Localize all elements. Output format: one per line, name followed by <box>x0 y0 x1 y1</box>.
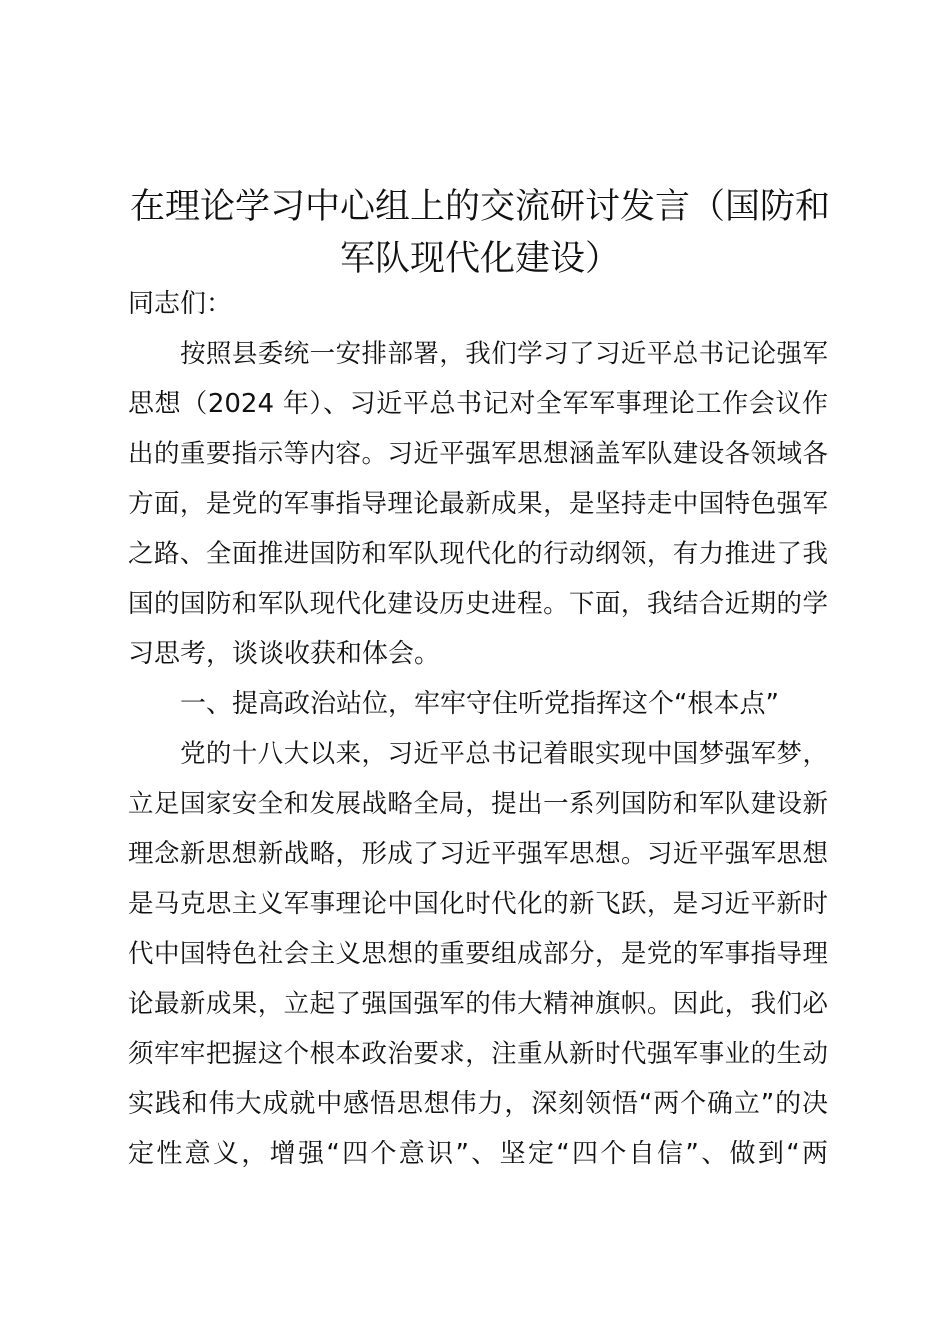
document-title-line-1: 在理论学习中心组上的交流研讨发言（国防和 <box>129 187 830 227</box>
paragraph-2-line-8: 实践和伟大成就中感悟思想伟力，深刻领悟“两个确立”的决 <box>128 1089 828 1119</box>
paragraph-2-line-5: 代中国特色社会主义思想的重要组成部分，是党的军事指导理 <box>128 939 828 969</box>
paragraph-1-line-6: 国的国防和军队现代化建设历史进程。下面，我结合近期的学 <box>128 589 828 619</box>
paragraph-2-line-3: 理念新思想新战略，形成了习近平强军思想。习近平强军思想 <box>128 839 828 869</box>
paragraph-2-line-9: 定性意义，增强“四个意识”、坚定“四个自信”、做到“两 <box>128 1139 828 1169</box>
paragraph-1-line-1: 按照县委统一安排部署，我们学习了习近平总书记论强军 <box>180 339 828 369</box>
paragraph-1-line-7: 习思考，谈谈收获和体会。 <box>128 639 441 669</box>
paragraph-1-line-4: 方面，是党的军事指导理论最新成果，是坚持走中国特色强军 <box>128 489 828 519</box>
paragraph-1-line-5: 之路、全面推进国防和军队现代化的行动纲领，有力推进了我 <box>128 539 828 569</box>
paragraph-2-line-4: 是马克思主义军事理论中国化时代化的新飞跃，是习近平新时 <box>128 889 828 919</box>
document-title-line-2: 军队现代化建设） <box>339 239 620 279</box>
paragraph-2-line-1: 党的十八大以来，习近平总书记着眼实现中国梦强军梦， <box>180 739 828 769</box>
paragraph-2-line-7: 须牢牢把握这个根本政治要求，注重从新时代强军事业的生动 <box>128 1039 828 1069</box>
paragraph-1-line-2: 思想（2024 年）、习近平总书记对全军军事理论工作会议作 <box>128 389 828 419</box>
paragraph-2-line-6: 论最新成果，立起了强国强军的伟大精神旗帜。因此，我们必 <box>128 989 828 1019</box>
paragraph-2-line-2: 立足国家安全和发展战略全局，提出一系列国防和军队建设新 <box>128 789 828 819</box>
salutation: 同志们： <box>128 289 233 319</box>
paragraph-1-line-3: 出的重要指示等内容。习近平强军思想涵盖军队建设各领域各 <box>128 439 828 469</box>
section-heading-1: 一、提高政治站位，牢牢守住听党指挥这个“根本点” <box>180 689 779 719</box>
